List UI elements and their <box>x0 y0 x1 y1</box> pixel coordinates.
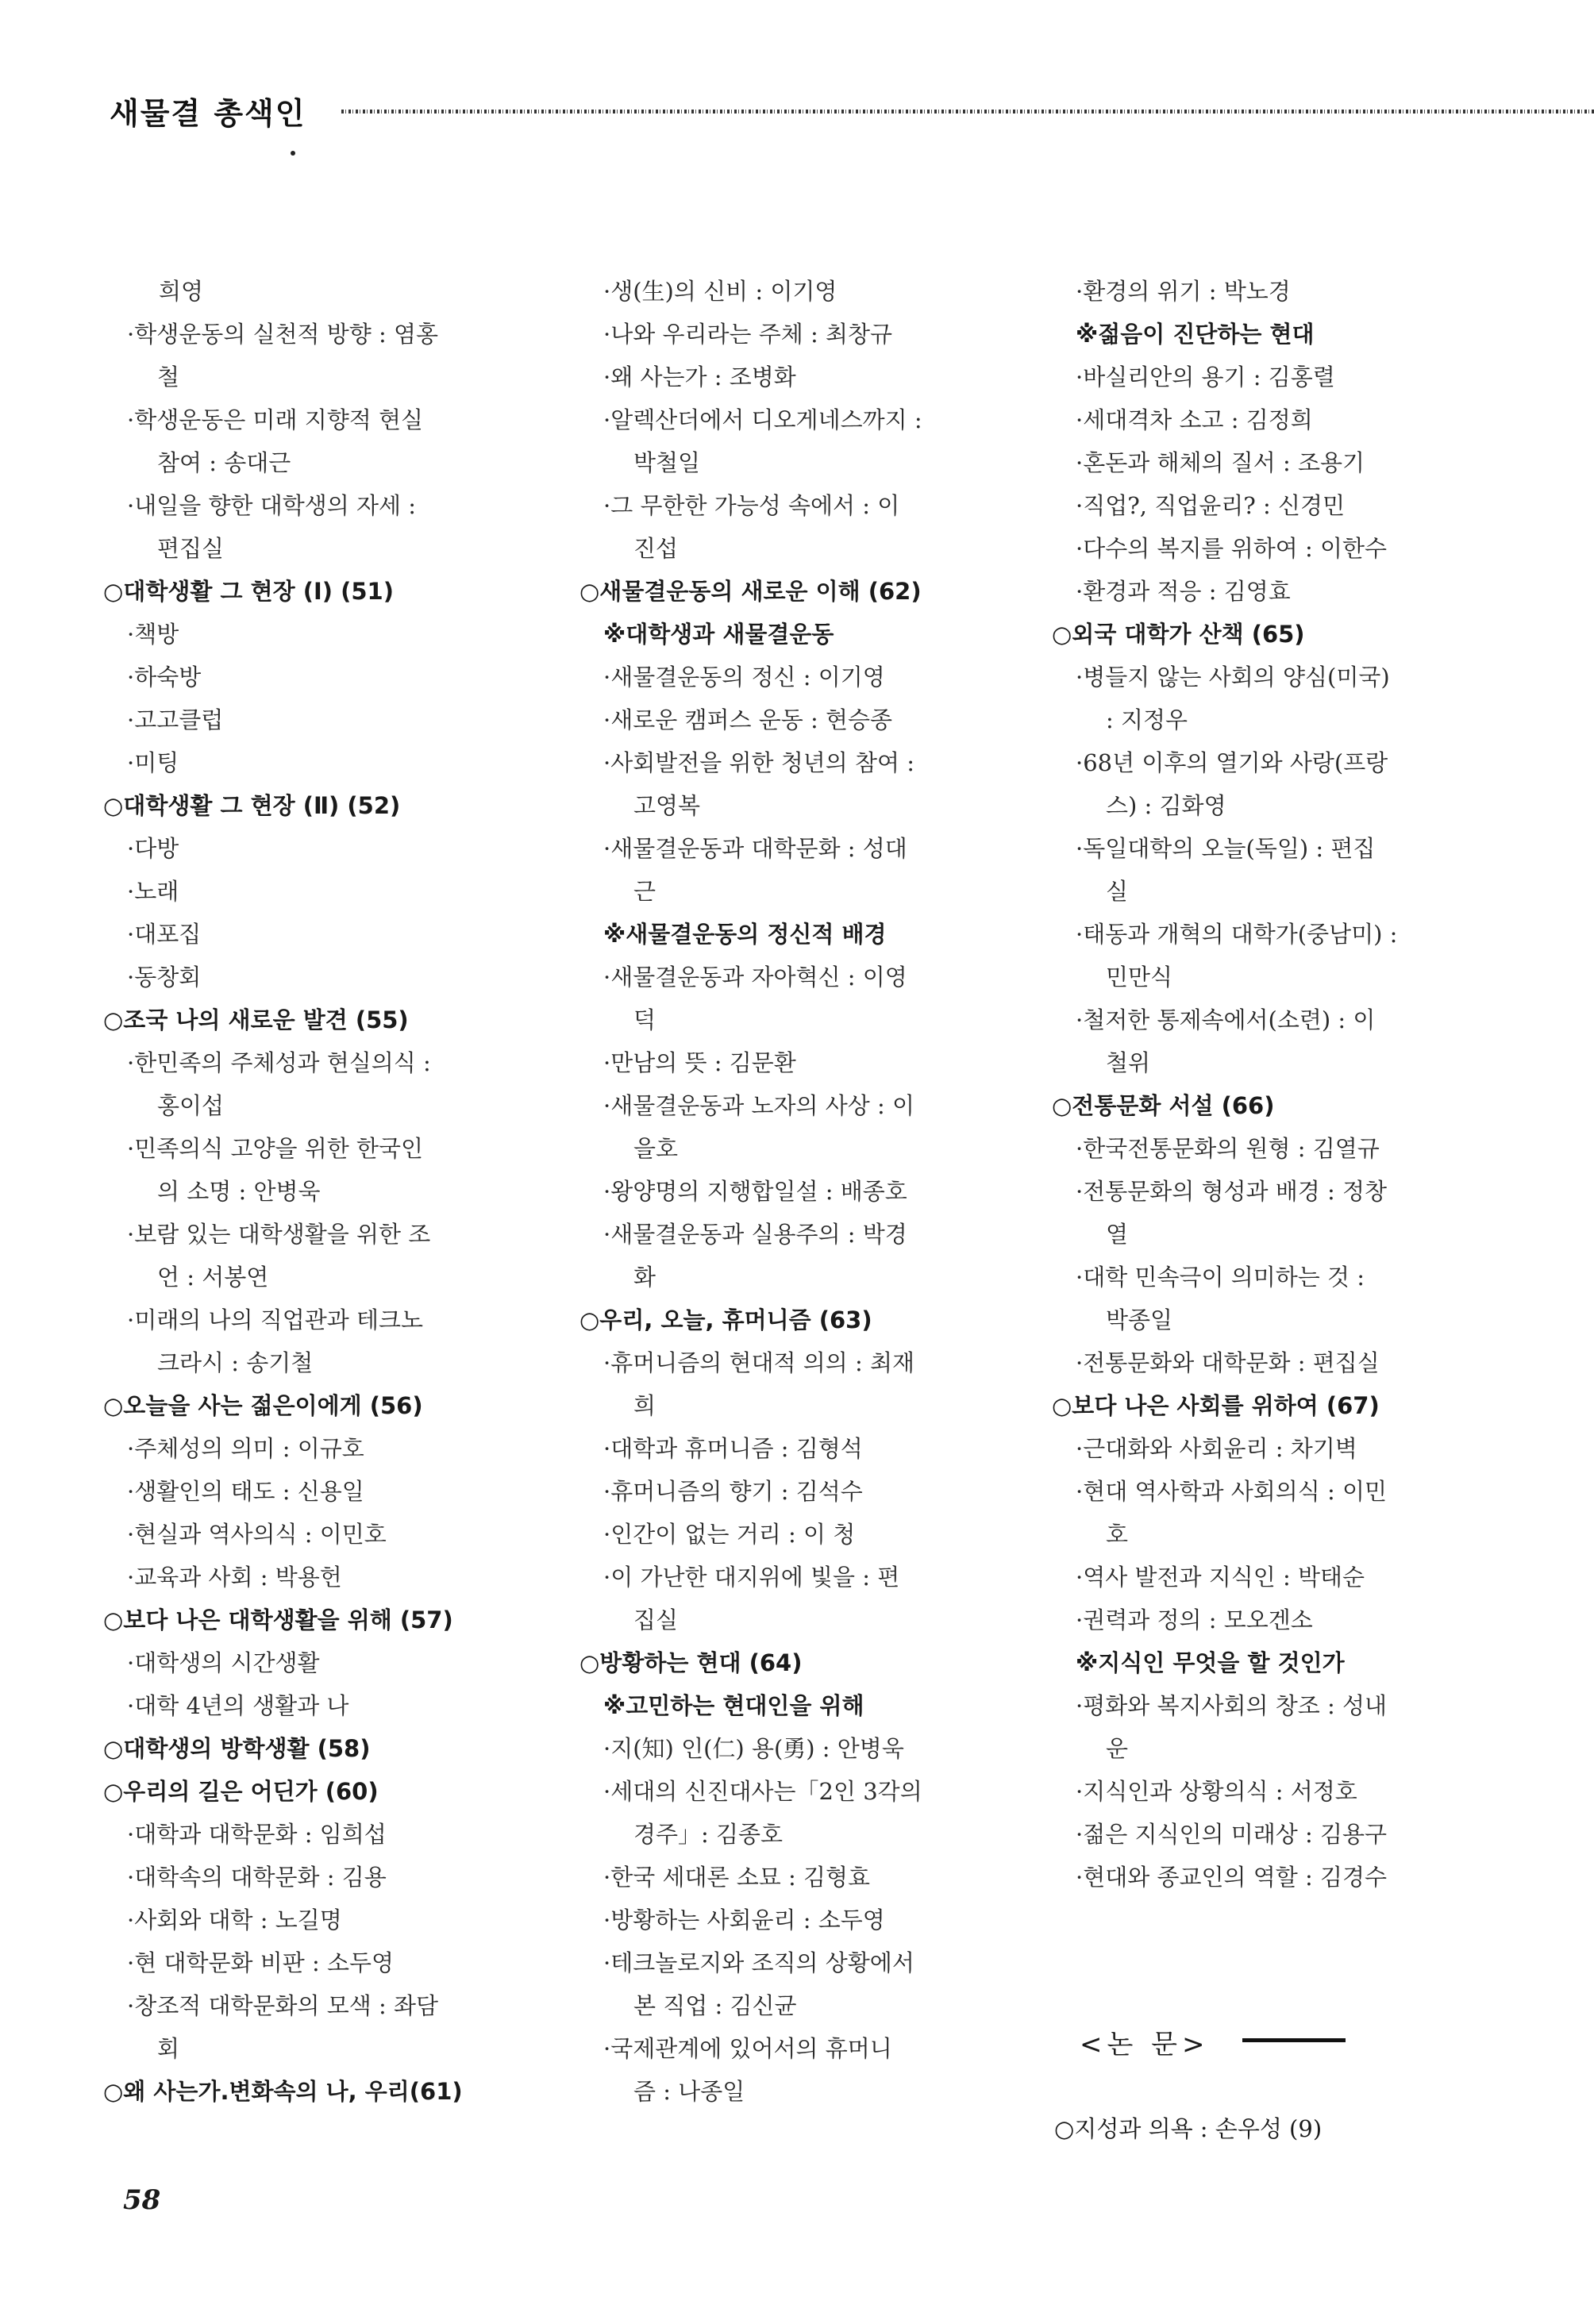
index-entry-continuation: 화 <box>633 1264 656 1291</box>
index-entry-continuation: 박철일 <box>633 449 701 476</box>
index-entry: ·젊은 지식인의 미래상 : 김용구 <box>1076 1821 1388 1848</box>
index-entry-continuation: 고영복 <box>633 792 701 819</box>
index-column-1 <box>103 270 548 2113</box>
index-entry: ·휴머니즘의 향기 : 김석수 <box>603 1478 863 1505</box>
index-section-heading: ○대학생활 그 현장 (Ⅱ) (52) <box>103 792 401 819</box>
index-entry-continuation: 홍이섭 <box>157 1092 225 1119</box>
index-column-2 <box>579 270 1024 2113</box>
index-entry-continuation: : 지정우 <box>1106 706 1188 733</box>
index-entry: ·나와 우리라는 주체 : 최창규 <box>603 321 893 348</box>
index-entry: ·현실과 역사의식 : 이민호 <box>127 1521 387 1548</box>
index-entry: ·알렉산더에서 디오게네스까지 : <box>603 406 922 433</box>
index-entry: ·대학생의 시간생활 <box>127 1649 320 1676</box>
index-entry: ·환경의 위기 : 박노경 <box>1076 278 1291 305</box>
index-section-heading: ○대학생활 그 현장 (Ⅰ) (51) <box>103 578 394 605</box>
index-entry-continuation: 근 <box>633 878 656 905</box>
index-entry-continuation: 박종일 <box>1106 1306 1173 1333</box>
index-section-heading: ○오늘을 사는 젊은이에게 (56) <box>103 1392 423 1419</box>
index-entry: ·역사 발전과 지식인 : 박태순 <box>1076 1564 1365 1591</box>
index-entry: ·한국 세대론 소묘 : 김형효 <box>603 1864 871 1891</box>
index-section-heading: ○새물결운동의 새로운 이해 (62) <box>579 578 922 605</box>
index-entry: ·바실리안의 용기 : 김홍렬 <box>1076 364 1335 391</box>
index-entry: ·혼돈과 해체의 질서 : 조용기 <box>1076 449 1365 476</box>
running-header <box>110 89 1499 137</box>
index-entry: ·새물결운동과 자아혁신 : 이영 <box>603 964 907 991</box>
index-entry: ·테크놀로지와 조직의 상황에서 <box>603 1949 914 1976</box>
index-entry: ·새물결운동과 노자의 사상 : 이 <box>603 1092 915 1119</box>
index-entry: ·대학과 휴머니즘 : 김형석 <box>603 1435 863 1462</box>
index-entry: ·내일을 향한 대학생의 자세 : <box>127 492 417 519</box>
index-entry: ·직업?, 직업윤리? : 신경민 <box>1076 492 1346 519</box>
index-entry-continuation: 을호 <box>633 1135 679 1162</box>
index-entry-continuation: 운 <box>1106 1735 1129 1762</box>
index-entry: ·권력과 정의 : 모오겐소 <box>1076 1606 1313 1633</box>
index-entry-continuation: 회 <box>157 2035 180 2062</box>
index-entry: ·철저한 통제속에서(소련) : 이 <box>1076 1006 1376 1033</box>
index-entry: ·대학과 대학문화 : 임희섭 <box>127 1821 387 1848</box>
index-entry-continuation: 철 <box>157 364 180 391</box>
index-entry: ·노래 <box>127 878 179 905</box>
index-entry-continuation: 실 <box>1106 878 1129 905</box>
index-entry: ·독일대학의 오늘(독일) : 편집 <box>1076 835 1376 862</box>
index-entry: ·사회발전을 위한 청년의 참여 : <box>603 749 915 776</box>
index-entry-continuation: 철위 <box>1106 1049 1151 1076</box>
index-entry-continuation: 덕 <box>633 1006 656 1033</box>
index-entry-continuation: 희영 <box>159 278 204 305</box>
index-entry-continuation: 희 <box>633 1392 656 1419</box>
index-section-heading: ○외국 대학가 산책 (65) <box>1052 621 1305 648</box>
index-entry-continuation: 즘 : 나종일 <box>633 2078 745 2105</box>
index-entry: ·태동과 개혁의 대학가(중남미) : <box>1076 921 1398 948</box>
index-entry-continuation: 참여 : 송대근 <box>157 449 291 476</box>
index-entry: ·고고클럽 <box>127 706 224 733</box>
index-subsection-heading: ※지식인 무엇을 할 것인가 <box>1076 1649 1345 1676</box>
header-dot <box>291 151 295 156</box>
index-subsection-heading: ※대학생과 새물결운동 <box>603 621 834 648</box>
index-entry-continuation: 호 <box>1106 1521 1129 1548</box>
index-entry: ·대학속의 대학문화 : 김용 <box>127 1864 387 1891</box>
index-entry-continuation: 열 <box>1106 1221 1129 1248</box>
index-entry: ·동창회 <box>127 964 202 991</box>
index-entry: ·이 가난한 대지위에 빛을 : 편 <box>603 1564 900 1591</box>
header-rule <box>341 110 1594 114</box>
index-entry: ·환경과 적응 : 김영효 <box>1076 578 1291 605</box>
index-section-heading: ○대학생의 방학생활 (58) <box>103 1735 371 1762</box>
index-entry: ·사회와 대학 : 노길명 <box>127 1907 342 1933</box>
index-entry: ·근대화와 사회윤리 : 차기벽 <box>1076 1435 1357 1462</box>
page-number: 58 <box>123 2184 161 2216</box>
index-section-heading: ○보다 나은 사회를 위하여 (67) <box>1052 1392 1380 1419</box>
index-entry: ·만남의 뜻 : 김문환 <box>603 1049 796 1076</box>
index-entry-continuation: 본 직업 : 김신균 <box>633 1992 797 2019</box>
index-entry: ·인간이 없는 거리 : 이 청 <box>603 1521 856 1548</box>
index-entry: ·한국전통문화의 원형 : 김열규 <box>1076 1135 1380 1162</box>
index-entry: ○지성과 의욕 : 손우성 (9) <box>1054 2115 1323 2142</box>
index-entry: ·지(知) 인(仁) 용(勇) : 안병욱 <box>603 1735 904 1762</box>
index-entry: ·국제관계에 있어서의 휴머니 <box>603 2035 892 2062</box>
index-entry-continuation: 의 소명 : 안병욱 <box>157 1178 321 1205</box>
index-entry: ·생활인의 태도 : 신용일 <box>127 1478 364 1505</box>
index-entry-continuation: 집실 <box>633 1606 679 1633</box>
index-entry: ·세대의 신진대사는「2인 3각의 <box>603 1778 922 1805</box>
index-entry: ·새물결운동과 실용주의 : 박경 <box>603 1221 907 1248</box>
index-entry: ·왜 사는가 : 조병화 <box>603 364 796 391</box>
index-entry: ·학생운동은 미래 지향적 현실 <box>127 406 424 433</box>
index-entry: ·세대격차 소고 : 김정희 <box>1076 406 1313 433</box>
index-entry: ·생(生)의 신비 : 이기영 <box>603 278 837 305</box>
index-entry: ·새물결운동의 정신 : 이기영 <box>603 664 885 691</box>
index-entry-continuation: 진섭 <box>633 535 679 562</box>
section-heading-rule <box>1242 2038 1346 2042</box>
index-entry: ·현대 역사학과 사회의식 : 이민 <box>1076 1478 1388 1505</box>
index-entry-continuation: 편집실 <box>157 535 225 562</box>
index-entry: ·대학 민속극이 의미하는 것 : <box>1076 1264 1365 1291</box>
index-entry-continuation: 경주」: 김종호 <box>633 1821 784 1848</box>
header-title: 새물결 총색인 <box>110 96 306 131</box>
index-entry: ·새로운 캠퍼스 운동 : 현승종 <box>603 706 893 733</box>
index-entry: ·현대와 종교인의 역할 : 김경수 <box>1076 1864 1388 1891</box>
index-entry: ·책방 <box>127 621 179 648</box>
index-column-3 <box>1052 270 1496 1899</box>
index-entry: ·지식인과 상황의식 : 서정호 <box>1076 1778 1357 1805</box>
index-entry: ·민족의식 고양을 위한 한국인 <box>127 1135 424 1162</box>
index-section-heading: ○보다 나은 대학생활을 위해 (57) <box>103 1606 453 1633</box>
index-entry: ·전통문화와 대학문화 : 편집실 <box>1076 1349 1380 1376</box>
index-subsection-heading: ※고민하는 현대인을 위해 <box>603 1692 864 1719</box>
index-entry: ·창조적 대학문화의 모색 : 좌담 <box>127 1992 439 2019</box>
index-entry: ·다수의 복지를 위하여 : 이한수 <box>1076 535 1388 562</box>
index-entry: ·교육과 사회 : 박용헌 <box>127 1564 342 1591</box>
index-section-heading: ○조국 나의 새로운 발견 (55) <box>103 1006 409 1033</box>
index-entry: ·현 대학문화 비판 : 소두영 <box>127 1949 395 1976</box>
index-entry-continuation: 스) : 김화영 <box>1106 792 1226 819</box>
index-entry-continuation: 언 : 서봉연 <box>157 1264 269 1291</box>
index-entry: ·한민족의 주체성과 현실의식 : <box>127 1049 431 1076</box>
index-entry: ·대포집 <box>127 921 202 948</box>
index-section-heading: ○우리, 오늘, 휴머니즘 (63) <box>579 1306 872 1333</box>
section-heading-nonmun: <논 문> <box>1080 2029 1210 2060</box>
index-entry: ·전통문화의 형성과 배경 : 정창 <box>1076 1178 1388 1205</box>
index-entry: ·미팅 <box>127 749 179 776</box>
index-entry: ·병들지 않는 사회의 양심(미국) <box>1076 664 1390 691</box>
index-entry: ·평화와 복지사회의 창조 : 성내 <box>1076 1692 1388 1719</box>
index-entry: ·다방 <box>127 835 179 862</box>
index-entry: ·그 무한한 가능성 속에서 : 이 <box>603 492 900 519</box>
index-entry-continuation: 크라시 : 송기철 <box>157 1349 314 1376</box>
index-subsection-heading: ※젊음이 진단하는 현대 <box>1076 321 1315 348</box>
index-section-heading: ○우리의 길은 어딘가 (60) <box>103 1778 379 1805</box>
index-entry-continuation: 민만식 <box>1106 964 1173 991</box>
index-entry: ·주체성의 의미 : 이규호 <box>127 1435 364 1462</box>
index-entry: ·학생운동의 실천적 방향 : 염홍 <box>127 321 439 348</box>
index-entry: ·대학 4년의 생활과 나 <box>127 1692 349 1719</box>
index-entry: ·휴머니즘의 현대적 의의 : 최재 <box>603 1349 915 1376</box>
index-section-heading: ○방황하는 현대 (64) <box>579 1649 803 1676</box>
index-entry: ·새물결운동과 대학문화 : 성대 <box>603 835 907 862</box>
index-section-heading: ○왜 사는가.변화속의 나, 우리(61) <box>103 2078 463 2105</box>
index-section-heading: ○전통문화 서설 (66) <box>1052 1092 1275 1119</box>
index-entry: ·왕양명의 지행합일설 : 배종호 <box>603 1178 907 1205</box>
index-entry: ·미래의 나의 직업관과 테크노 <box>127 1306 424 1333</box>
index-entry: ·방황하는 사회윤리 : 소두영 <box>603 1907 885 1933</box>
index-subsection-heading: ※새물결운동의 정신적 배경 <box>603 921 887 948</box>
index-entry: ·보람 있는 대학생활을 위한 조 <box>127 1221 431 1248</box>
index-entry: ·68년 이후의 열기와 사랑(프랑 <box>1076 749 1388 776</box>
index-entry: ·하숙방 <box>127 664 202 691</box>
